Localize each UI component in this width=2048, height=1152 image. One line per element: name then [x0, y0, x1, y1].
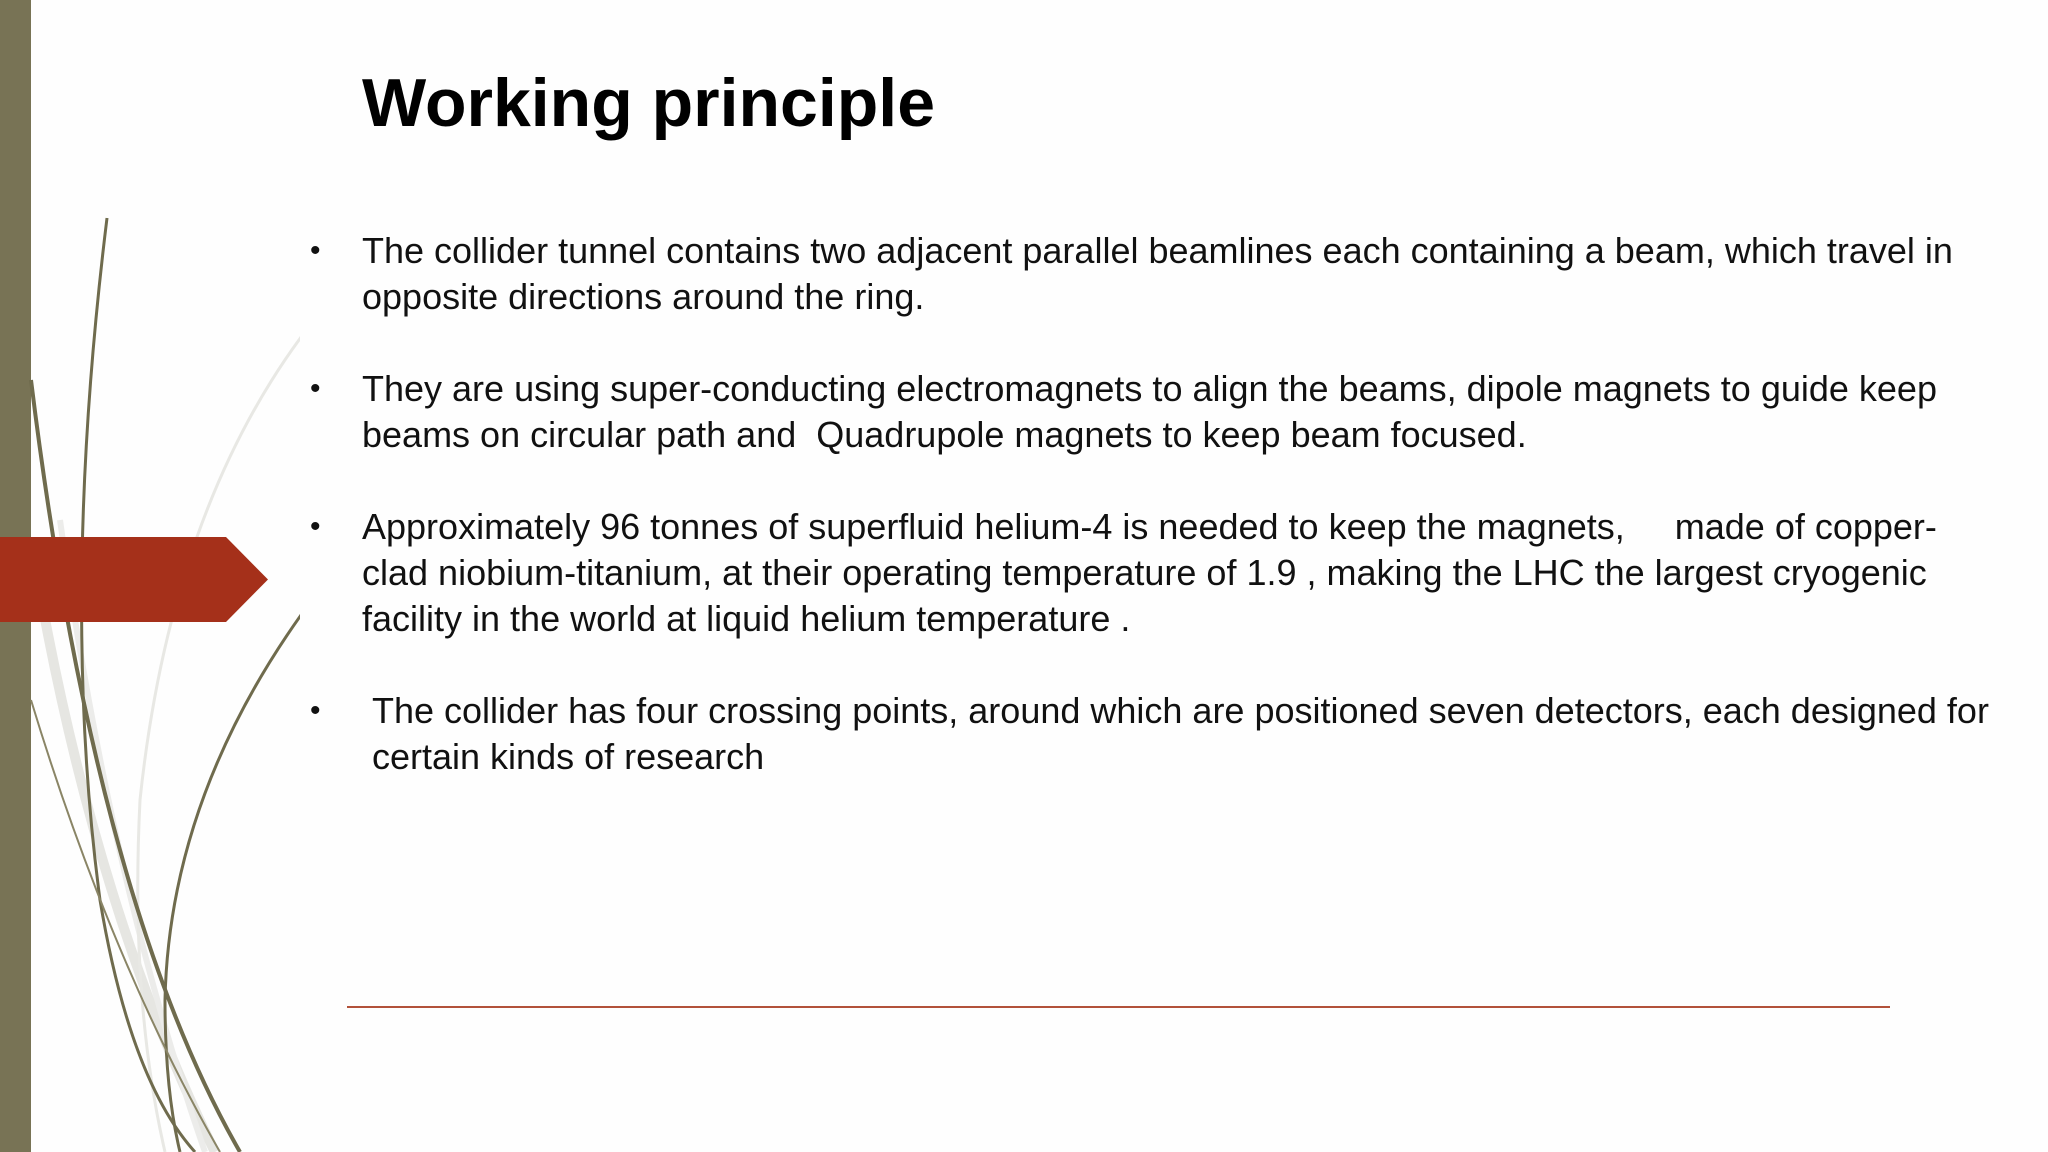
bullet-item — [300, 504, 2000, 642]
bullet-item — [300, 366, 2000, 458]
bullet-text: The collider has four crossing points, around which are positioned seven detectors, each designed for certain kinds of research — [372, 690, 1999, 777]
arrow-tab-shape — [0, 537, 268, 622]
bullet-dot: • — [310, 694, 321, 727]
bullet-text: The collider tunnel contains two adjacent parallel beamlines each containing a beam, which travel in opposite directions around the ring. — [362, 230, 1963, 317]
bullet-text: They are using super-conducting electromagnets to align the beams, dipole magnets to guide keep beams on circular path and Quadrupole magnets to keep beam focused. — [362, 368, 1947, 455]
bullet-item — [300, 688, 2000, 780]
bullet-item — [300, 228, 2000, 320]
slide-title: Working principle — [362, 65, 936, 141]
bullet-list — [300, 228, 2000, 826]
bottom-divider-line — [347, 1006, 1890, 1008]
bullet-dot: • — [310, 234, 321, 267]
bullet-dot: • — [310, 510, 321, 543]
bullet-dot: • — [310, 372, 321, 405]
bullet-text: Approximately 96 tonnes of superfluid helium-4 is needed to keep the magnets, made of copper-clad niobium-titanium, at their operating temperature of 1.9 , making the LHC the largest cryogenic facility in the world at liquid helium temperature . — [362, 506, 1937, 639]
